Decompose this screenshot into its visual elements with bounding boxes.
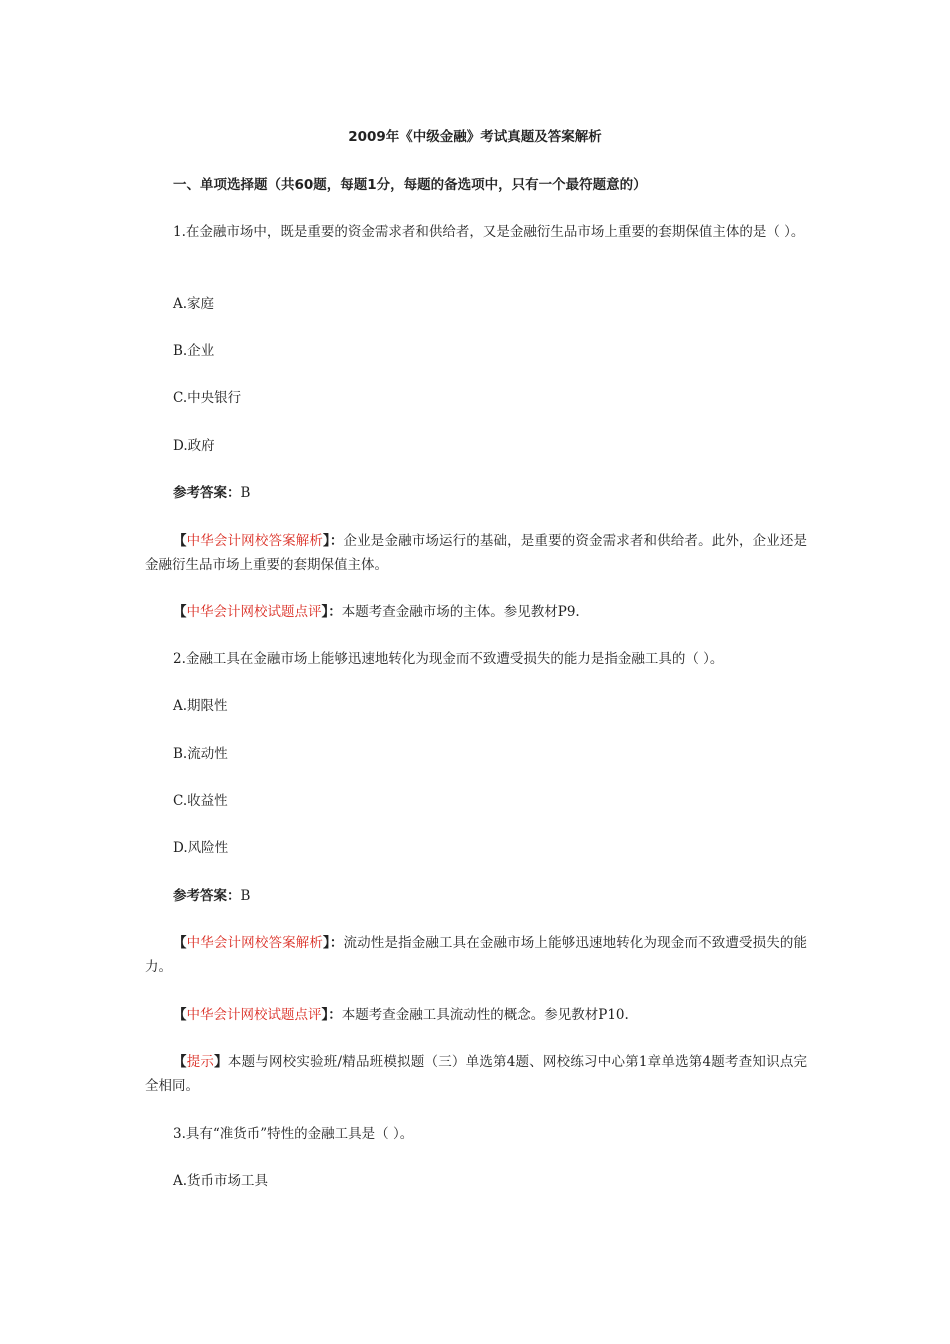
question-2-stem: 2.金融工具在金融市场上能够迅速地转化为现金而不致遭受损失的能力是指金融工具的（ ）。	[173, 651, 724, 667]
review-text: 本题考查金融市场的主体。参见教材P9.	[341, 604, 580, 620]
analysis-label: 中华会计网校答案解析	[186, 935, 323, 951]
question-1-answer	[173, 481, 250, 505]
review-label: 中华会计网校试题点评	[186, 1007, 322, 1023]
analysis-label: 中华会计网校答案解析	[186, 533, 323, 549]
question-3-option-a: A.货币市场工具	[173, 1173, 269, 1189]
question-1-option-d: D.政府	[173, 438, 215, 454]
question-1-option-c: C.中央银行	[173, 390, 242, 406]
question-2-option-d: D.风险性	[173, 840, 229, 856]
answer-value: B	[240, 485, 251, 501]
review-label: 中华会计网校试题点评	[186, 604, 322, 620]
question-2-option-a: A.期限性	[173, 698, 228, 714]
page-title: 2009年《中级金融》考试真题及答案解析	[348, 129, 602, 145]
analysis-text: 企业是金融市场运行的基础，是重要的资金需求者和供给者。此外，企业还是金融衍生品市场上重要的套期保值主体。	[145, 533, 808, 573]
tip-label: 提示	[186, 1054, 215, 1070]
question-1-stem: 1.在金融市场中，既是重要的资金需求者和供给者，又是金融衍生品市场上重要的套期保值主体的是（ ）。	[173, 224, 805, 240]
question-2-review: 【中华会计网校试题点评】：本题考查金融工具流动性的概念。参见教材P10.	[173, 1007, 629, 1023]
question-1-option-a: A.家庭	[173, 296, 215, 312]
tip-text: 本题与网校实验班/精品班模拟题（三）单选第4题、网校练习中心第1章单选第4题考查知识点完全相同。	[145, 1054, 808, 1094]
answer-prefix: 参考答案：	[173, 888, 241, 904]
question-2-option-b: B.流动性	[173, 746, 228, 762]
question-2-option-c: C.收益性	[173, 793, 228, 809]
answer-value: B	[240, 888, 251, 904]
question-1-option-b: B.企业	[173, 343, 215, 359]
question-2-analysis: 【中华会计网校答案解析】：流动性是指金融工具在金融市场上能够迅速地转化为现金而不致遭受损失的能力。	[145, 935, 808, 975]
analysis-text: 流动性是指金融工具在金融市场上能够迅速地转化为现金而不致遭受损失的能力。	[145, 935, 808, 975]
section-heading: 一、单项选择题（共60题，每题1分，每题的备选项中，只有一个最符题意的）	[173, 177, 647, 193]
question-1-analysis: 【中华会计网校答案解析】：企业是金融市场运行的基础，是重要的资金需求者和供给者。此外，企业还是金融衍生品市场上重要的套期保值主体。	[145, 533, 808, 573]
review-text: 本题考查金融工具流动性的概念。参见教材P10.	[341, 1007, 629, 1023]
question-2-answer	[173, 884, 250, 908]
question-2-tip: 【提示】本题与网校实验班/精品班模拟题（三）单选第4题、网校练习中心第1章单选第4题考查知识点完全相同。	[145, 1054, 808, 1094]
question-3-stem: 3.具有“准货币”特性的金融工具是（ ）。	[173, 1126, 414, 1142]
question-1-review: 【中华会计网校试题点评】：本题考查金融市场的主体。参见教材P9.	[173, 604, 580, 620]
answer-prefix: 参考答案：	[173, 485, 241, 501]
